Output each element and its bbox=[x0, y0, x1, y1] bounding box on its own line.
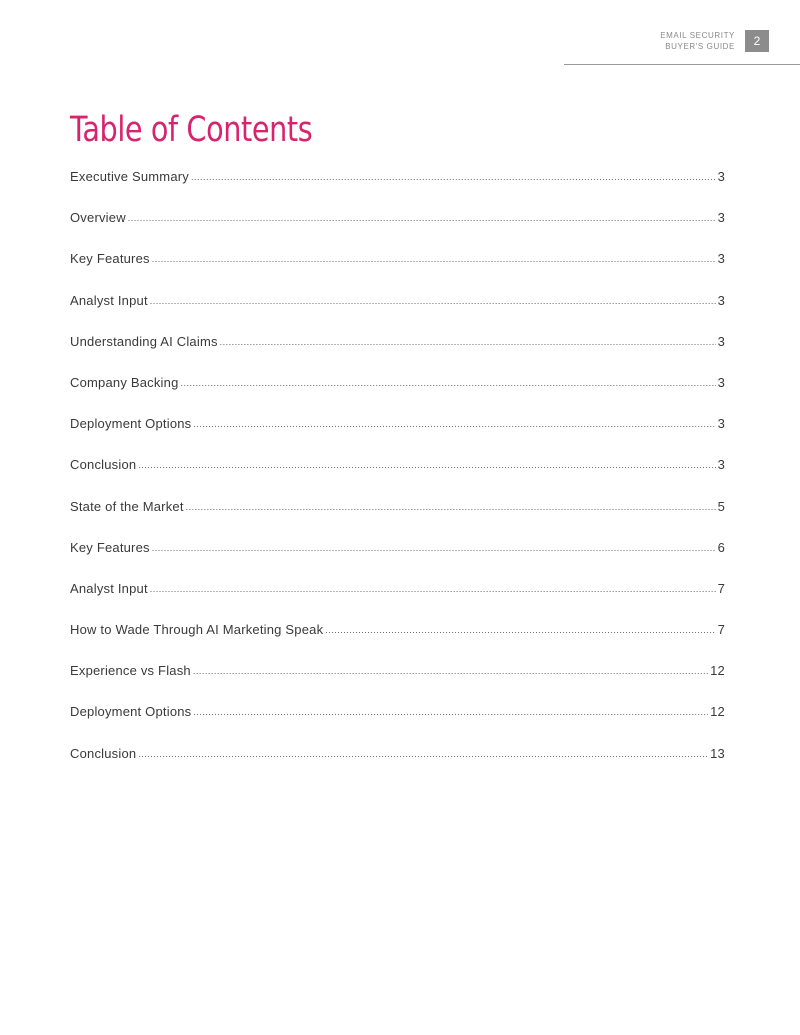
toc-entry-label: Conclusion bbox=[70, 745, 137, 761]
document-title-line-2: BUYER'S GUIDE bbox=[665, 42, 735, 51]
toc-entry-page: 12 bbox=[710, 704, 725, 720]
toc-entry[interactable] bbox=[70, 662, 725, 703]
toc-entry-label: Conclusion bbox=[70, 457, 137, 473]
toc-entry[interactable] bbox=[70, 580, 725, 621]
toc-entry[interactable] bbox=[70, 374, 725, 415]
page-number-badge: 2 bbox=[745, 30, 769, 52]
toc-dot-leader bbox=[186, 498, 716, 511]
toc-dot-leader bbox=[193, 415, 715, 428]
table-of-contents bbox=[70, 168, 725, 786]
toc-dot-leader bbox=[152, 539, 716, 552]
toc-entry-page: 3 bbox=[717, 210, 725, 226]
toc-entry[interactable] bbox=[70, 498, 725, 539]
toc-entry-label: Key Features bbox=[70, 251, 150, 267]
toc-entry[interactable] bbox=[70, 456, 725, 497]
toc-entry-page: 3 bbox=[717, 457, 725, 473]
toc-entry-page: 7 bbox=[717, 622, 725, 638]
toc-dot-leader bbox=[191, 168, 716, 181]
toc-entry-label: Key Features bbox=[70, 539, 150, 555]
document-title-line-1: EMAIL SECURITY bbox=[660, 31, 735, 40]
toc-entry-page: 12 bbox=[710, 663, 725, 679]
toc-entry-label: Overview bbox=[70, 210, 126, 226]
toc-dot-leader bbox=[325, 621, 715, 634]
page-header bbox=[660, 30, 769, 52]
toc-entry[interactable] bbox=[70, 745, 725, 786]
toc-entry-label: Deployment Options bbox=[70, 416, 192, 432]
toc-entry[interactable] bbox=[70, 292, 725, 333]
toc-entry[interactable] bbox=[70, 250, 725, 291]
toc-entry-page: 5 bbox=[717, 498, 725, 514]
page-title: Table of Contents bbox=[70, 110, 313, 150]
toc-dot-leader bbox=[193, 662, 708, 675]
toc-entry-label: Deployment Options bbox=[70, 704, 192, 720]
toc-entry-label: Experience vs Flash bbox=[70, 663, 191, 679]
toc-entry-page: 3 bbox=[717, 292, 725, 308]
toc-dot-leader bbox=[150, 580, 716, 593]
toc-entry-label: Analyst Input bbox=[70, 292, 148, 308]
toc-entry-page: 3 bbox=[717, 333, 725, 349]
toc-entry-label: Executive Summary bbox=[70, 169, 189, 184]
toc-dot-leader bbox=[152, 250, 716, 263]
toc-dot-leader bbox=[128, 209, 716, 222]
header-divider bbox=[564, 64, 800, 65]
toc-entry[interactable] bbox=[70, 209, 725, 250]
toc-dot-leader bbox=[150, 292, 716, 305]
toc-entry-page: 7 bbox=[717, 580, 725, 596]
toc-entry[interactable] bbox=[70, 415, 725, 456]
toc-entry-page: 13 bbox=[710, 745, 725, 761]
toc-dot-leader bbox=[220, 333, 716, 346]
toc-entry-page: 3 bbox=[717, 169, 725, 184]
toc-entry-page: 3 bbox=[717, 416, 725, 432]
toc-entry-page: 3 bbox=[717, 251, 725, 267]
toc-entry[interactable] bbox=[70, 621, 725, 662]
toc-entry-page: 3 bbox=[717, 374, 725, 390]
toc-entry-label: How to Wade Through AI Marketing Speak bbox=[70, 622, 324, 638]
toc-dot-leader bbox=[138, 456, 715, 469]
toc-entry[interactable] bbox=[70, 703, 725, 744]
toc-entry-label: Analyst Input bbox=[70, 580, 148, 596]
toc-entry[interactable] bbox=[70, 539, 725, 580]
toc-entry-label: Understanding AI Claims bbox=[70, 333, 218, 349]
toc-entry[interactable] bbox=[70, 168, 725, 209]
document-title bbox=[660, 30, 735, 52]
toc-entry-label: State of the Market bbox=[70, 498, 184, 514]
toc-dot-leader bbox=[181, 374, 716, 387]
toc-entry-label: Company Backing bbox=[70, 374, 179, 390]
toc-dot-leader bbox=[138, 745, 708, 758]
toc-dot-leader bbox=[193, 703, 708, 716]
toc-entry[interactable] bbox=[70, 333, 725, 374]
toc-entry-page: 6 bbox=[717, 539, 725, 555]
